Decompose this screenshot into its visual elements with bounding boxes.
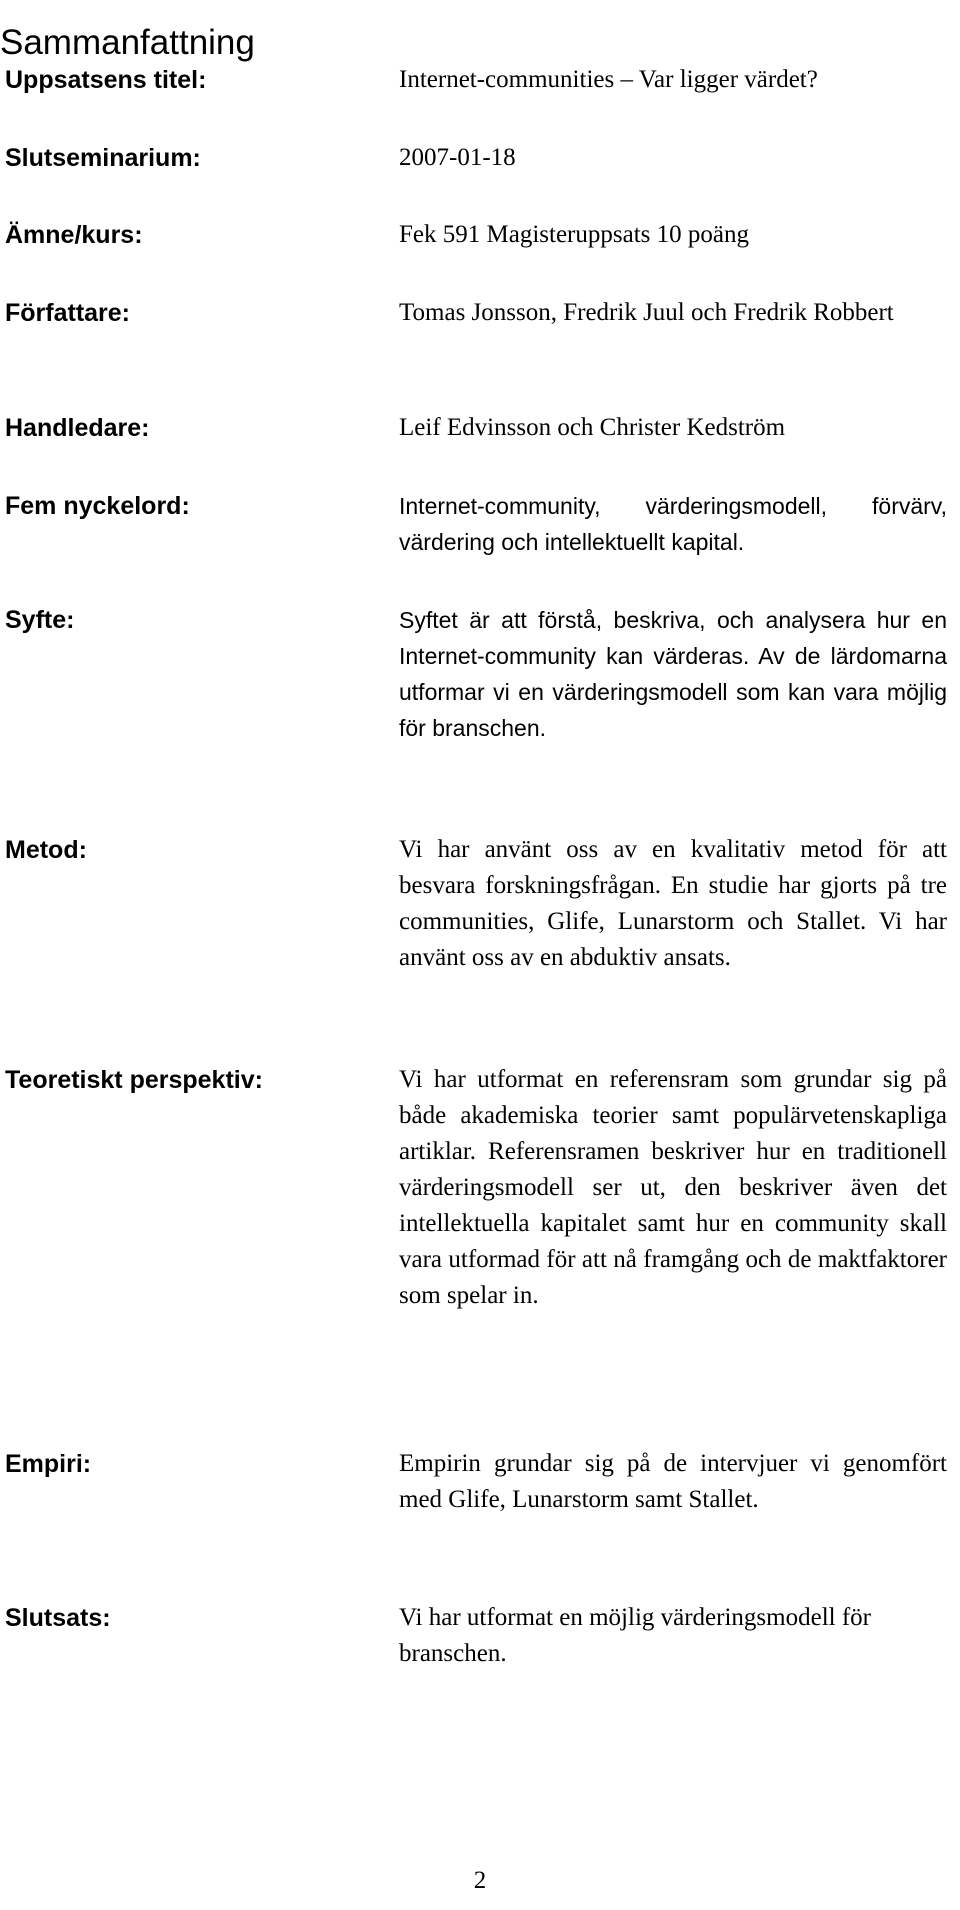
thesis-title-value (399, 62, 947, 98)
theory-value (399, 1062, 947, 1314)
thesis-title-text: Internet-communities – Var ligger värdet? (399, 66, 818, 93)
conclusion-value (399, 1600, 947, 1672)
theory-label: Teoretiskt perspektiv: (5, 1066, 263, 1094)
empirics-text: Empirin grundar sig på de intervjuer vi genomfört med Glife, Lunarstorm samt Stallet. (399, 1450, 947, 1513)
conclusion-label: Slutsats: (5, 1604, 111, 1632)
theory-text: Vi har utformat en referensram som grundar sig på både akademiska teorier samt populärvetenskapliga artiklar. Referensramen beskriver hur en traditionell värderingsmodell ser ut, den beskriver även det intellektuella kapitalet samt hur en community skall vara utformad för att nå framgång och de maktfaktorer som spelar in. (399, 1066, 947, 1309)
seminar-value (399, 140, 947, 176)
page-number: 2 (473, 1867, 487, 1894)
supervisors-text: Leif Edvinsson och Christer Kedström (399, 414, 786, 441)
method-value (399, 832, 947, 976)
course-label: Ämne/kurs: (5, 221, 143, 249)
method-text: Vi har använt oss av en kvalitativ metod för att besvara forskningsfrågan. En studie har gjorts på tre communities, Glife, Lunarstorm och Stallet. Vi har använt oss av en abduktiv ansats. (399, 836, 947, 971)
seminar-date: 2007-01-18 (399, 144, 516, 171)
method-label: Metod: (5, 836, 87, 864)
purpose-label: Syfte: (5, 606, 75, 634)
supervisors-value (399, 410, 947, 446)
purpose-value (399, 602, 947, 746)
purpose-text: Syftet är att förstå, beskriva, och analysera hur en Internet-community kan värderas. Av de lärdomarna utformar vi en värderingsmodell som kan vara möjlig för branschen. (399, 607, 947, 741)
authors-label: Författare: (5, 299, 131, 327)
empirics-value (399, 1446, 947, 1518)
seminar-label: Slutseminarium: (5, 144, 201, 172)
authors-value (399, 295, 947, 331)
supervisors-label: Handledare: (5, 414, 150, 442)
empirics-label: Empiri: (5, 1450, 92, 1478)
thesis-title-label: Uppsatsens titel: (5, 66, 207, 94)
keywords-label: Fem nyckelord: (5, 492, 190, 520)
conclusion-text: Vi har utformat en möjlig värderingsmodell för branschen. (399, 1604, 871, 1667)
keywords-text: Internet-community, värderingsmodell, förvärv, värdering och intellektuellt kapital. (399, 493, 947, 555)
page-title: Sammanfattning (0, 23, 255, 63)
course-value (399, 217, 947, 253)
course-text: Fek 591 Magisteruppsats 10 poäng (399, 221, 749, 248)
authors-text: Tomas Jonsson, Fredrik Juul och Fredrik Robbert (399, 299, 894, 326)
keywords-value (399, 488, 947, 560)
